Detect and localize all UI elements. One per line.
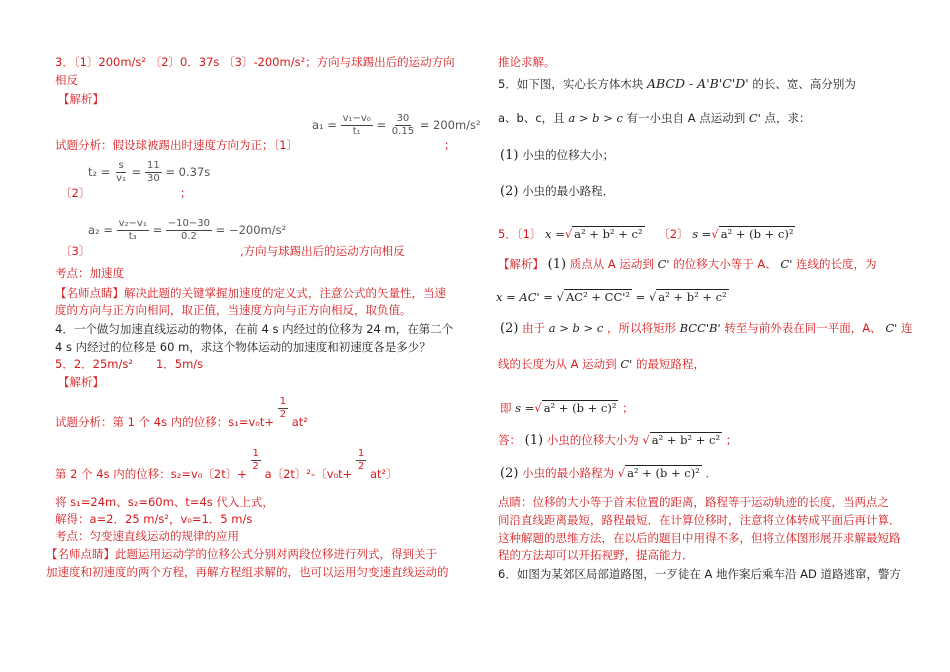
- question-5-item1: (1) 小虫的位移大小；: [500, 148, 615, 163]
- analysis-line-1: 试题分析：假设球被踢出时速度方向为正；〔1〕: [55, 138, 299, 152]
- eq-a1-frac2: $\frac{30}{0.15}$: [391, 113, 415, 137]
- half-fraction-3: $\frac{1}{2}$: [357, 448, 365, 472]
- jiexi-5-line3: 线的长度为从 A 运动到 C' 的最短路程，: [498, 357, 705, 371]
- question-4-line1: 4．一个做匀加速直线运动的物体，在前 4 s 内经过的位移为 24 m，在第二个: [55, 322, 454, 336]
- jiexi-5-line2: (2) 由于 a > b > c ，所以将矩形 BCC'B' 转至与前外表在同一平面，A、 C' 连: [500, 321, 913, 336]
- question-5-item2: (2) 小虫的最小路程．: [500, 184, 615, 199]
- answer-line-2: (2) 小虫的最小路程为 √ a² + (b + c)² ．: [500, 466, 717, 481]
- ji-equation: 即 s =√ a² + (b + c)² ；: [500, 401, 634, 415]
- half-fraction-1: $\frac{1}{2}$: [279, 396, 287, 420]
- mingshi-2-line1: 【名师点睛】此题运用运动学的位移公式分别对两段位移进行列式，得到关于: [46, 547, 437, 561]
- right-top-text: 推论求解。: [498, 55, 556, 69]
- jiexi-label-2: 【解析】: [58, 375, 104, 389]
- half-fraction-2: $\frac{1}{2}$: [252, 448, 259, 472]
- eq-a1-lhs: a₁ =: [312, 118, 337, 132]
- q3-answer-line2: 相反: [55, 73, 78, 87]
- semicolon-2: ；: [180, 186, 192, 200]
- answer-5: 5．〔1〕 x =√ a² + b² + c² 〔2〕 s =√ a² + (b + c)²: [498, 227, 794, 241]
- s1-formula: 试题分析：第 1 个 4s 内的位移：s₁=v₀t+ $\frac{1}{2}$ at²: [55, 396, 308, 429]
- eq-a1-frac1: $\frac{\text{v₁−v₀}}{\text{t₁}}$: [342, 113, 371, 137]
- answer-line-1: 答： (1) 小虫的位移大小为 √ a² + b² + c² ；: [498, 433, 738, 448]
- question-5-line1: 5．如下图，实心长方体木块 ABCD - A'B'C'D' 的长、宽、高分别为: [498, 76, 856, 91]
- question-4-line2: 4 s 内经过的位移是 60 m，求这个物体运动的加速度和初速度各是多少？: [55, 340, 431, 354]
- label-2: 〔2〕: [60, 186, 91, 200]
- dianjing-line3: 这种解题的思维方法，在以后的题目中用得不多，但将立体图形展开求解最短路: [498, 531, 901, 545]
- displacement-equation: x = AC' = √ AC² + CC'² = √ a² + b² + c²: [496, 290, 727, 304]
- answer-4: 5．2．25m/s² 1．5m/s: [55, 357, 204, 371]
- solution-text: 解得：a=2．25 m/s²，v₀=1．5 m/s: [55, 512, 253, 526]
- dianjing-line2: 间沿直线距离最短，路程最短．在计算位移时，注意将立体转成平面后再计算．: [498, 513, 901, 527]
- jiexi-label-1: 【解析】: [58, 92, 104, 106]
- answer-5-radical-2: a² + (b + c)²: [720, 227, 794, 241]
- equation-a1: a₁ = $\frac{\text{v₁−v₀}}{\text{t₁}}$ = $\frac{30}{0.15}$ = 200m/s²: [312, 113, 481, 137]
- question-5-line2: a、b、c，且 a > b > c 有一小虫自 A 点运动到 C' 点，求：: [498, 111, 811, 125]
- kaodian-1: 考点：加速度: [55, 266, 124, 280]
- dianjing-line4: 程的方法却可以开拓视野，提高能力．: [498, 548, 694, 562]
- mingshi-1-line1: 【名师点睛】解决此题的关键掌握加速度的定义式，注意公式的矢量性，当速: [55, 286, 446, 300]
- s2-formula: 第 2 个 4s 内的位移：s₂=v₀〔2t〕+ $\frac{1}{2}$ a〔2t〕²-〔v₀t+ $\frac{1}{2}$ at²〕: [55, 448, 398, 481]
- jiexi-5-line1: 【解析】 (1) 质点从 A 运动到 C' 的位移大小等于 A、 C' 连线的长度，为: [498, 257, 877, 272]
- mingshi-1-line2: 度的方向与正方向相同，取正值，当速度方向与正方向相反，取负值。: [55, 303, 412, 317]
- equation-a2: a₂ = $\frac{\text{v₂−v₁}}{\text{t₃}}$ = $\frac{-10-30}{0.2}$ = −200m/s²: [88, 218, 287, 242]
- direction-text: ,方向与球踢出后的运动方向相反: [240, 244, 405, 258]
- kaodian-2: 考点：匀变速直线运动的规律的应用: [55, 529, 239, 543]
- answer-5-radical-1: a² + b² + c²: [574, 227, 643, 241]
- substitution-text: 将 s₁=24m、s₂=60m、t=4s 代入上式，: [55, 495, 274, 509]
- equation-t2: t₂ = $\frac{s}{\text{v₁}}$ = $\frac{11}{30}$ = 0.37s: [88, 160, 211, 184]
- semicolon-1: ；: [444, 138, 456, 152]
- label-3: 〔3〕: [60, 244, 91, 258]
- mingshi-2-line2: 加速度和初速度的两个方程，再解方程组求解的，也可以运用匀变速直线运动的: [46, 565, 449, 579]
- dianjing-line1: 点睛：位移的大小等于首末位置的距离，路程等于运动轨迹的长度，当两点之: [498, 495, 889, 509]
- q3-answer-line1: 3．〔1〕200m/s² 〔2〕0．37s 〔3〕-200m/s²；方向与球踢出后的运动方向: [55, 55, 455, 69]
- question-6: 6．如图为某郊区局部道路图，一歹徒在 A 地作案后乘车沿 AD 道路逃窜，警方: [498, 567, 902, 581]
